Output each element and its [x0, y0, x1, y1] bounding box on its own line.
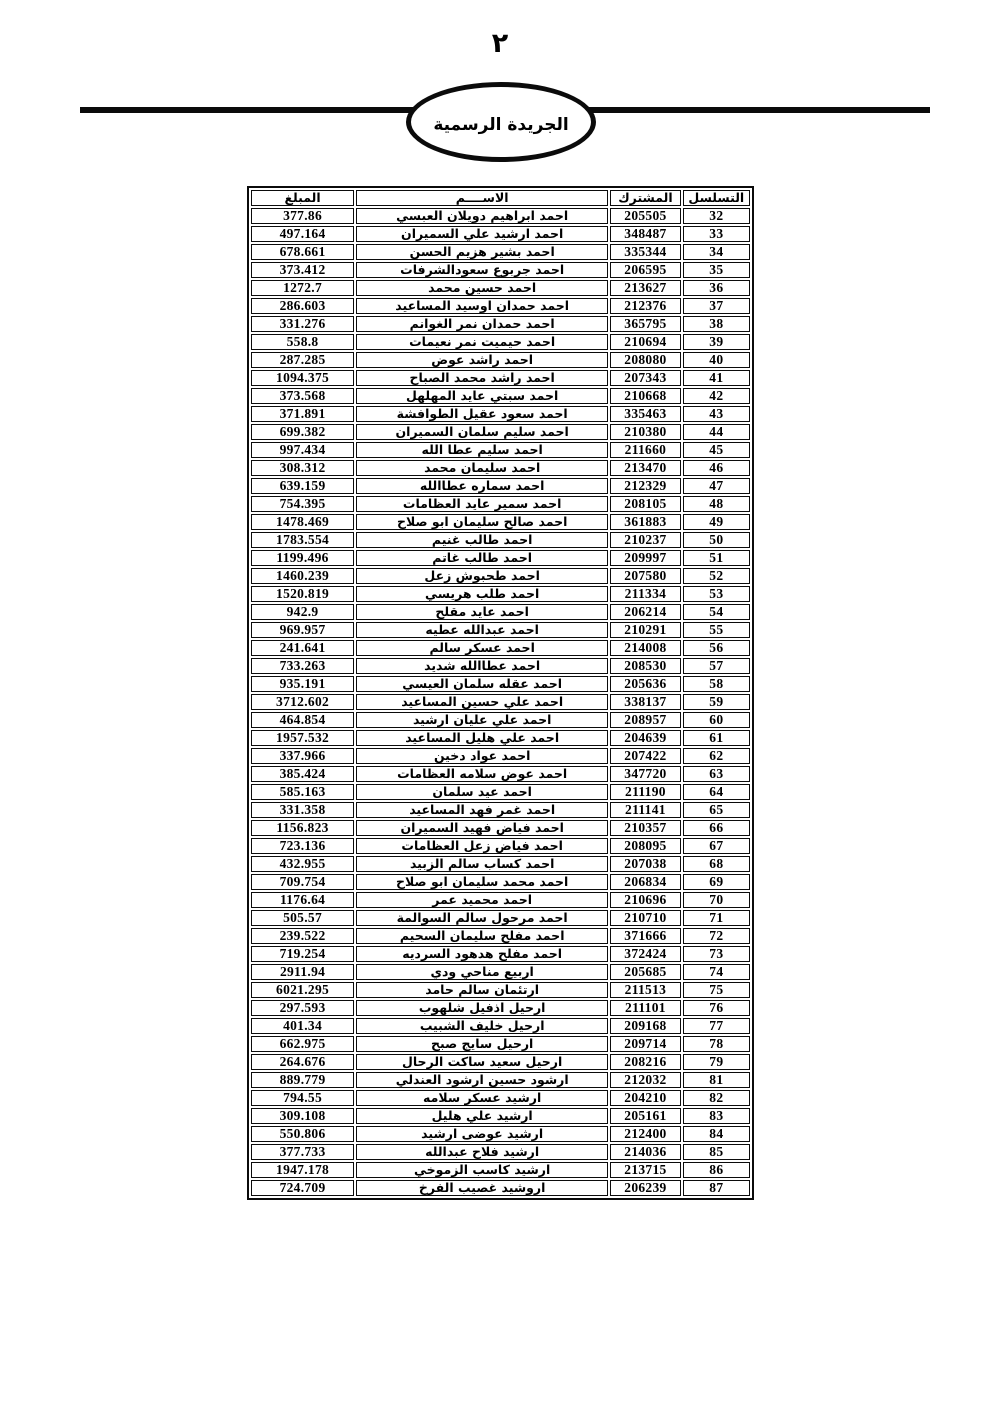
table-row — [251, 748, 750, 764]
name-cell: احمد محميد عمر — [356, 892, 608, 908]
table-row — [251, 928, 750, 944]
name-cell: احمد سماره عطاالله — [356, 478, 608, 494]
serial-cell: 54 — [683, 604, 750, 620]
name-cell: احمد عايد مقلح — [356, 604, 608, 620]
table-row — [251, 874, 750, 890]
subscriber-cell: 210668 — [610, 388, 680, 404]
table-row — [251, 676, 750, 692]
subscriber-cell: 209997 — [610, 550, 680, 566]
serial-cell: 57 — [683, 658, 750, 674]
table-row — [251, 568, 750, 584]
name-cell: احمد كساب سالم الزبيد — [356, 856, 608, 872]
table-row — [251, 784, 750, 800]
name-cell: احمد بشير هزيم الحسن — [356, 244, 608, 260]
table-row — [251, 1090, 750, 1106]
table-row — [251, 604, 750, 620]
table-row — [251, 964, 750, 980]
serial-cell: 64 — [683, 784, 750, 800]
serial-cell: 43 — [683, 406, 750, 422]
amount-cell: 1094.375 — [251, 370, 354, 386]
amount-cell: 1199.496 — [251, 550, 354, 566]
table-row — [251, 1018, 750, 1034]
table-row — [251, 226, 750, 242]
serial-cell: 86 — [683, 1162, 750, 1178]
amount-cell: 754.395 — [251, 496, 354, 512]
subscriber-cell: 206239 — [610, 1180, 680, 1196]
name-cell: احمد طالب غنيم — [356, 532, 608, 548]
name-cell: احمد مرحول سالم السوالمة — [356, 910, 608, 926]
name-cell: احمد محمد سليمان ابو صلاح — [356, 874, 608, 890]
subscriber-cell: 209714 — [610, 1036, 680, 1052]
amount-cell: 297.593 — [251, 1000, 354, 1016]
amount-cell: 678.661 — [251, 244, 354, 260]
serial-cell: 39 — [683, 334, 750, 350]
serial-cell: 32 — [683, 208, 750, 224]
name-cell: ارشود حسين ارشود العندلي — [356, 1072, 608, 1088]
name-cell: احمد علي هليل المساعيد — [356, 730, 608, 746]
serial-cell: 72 — [683, 928, 750, 944]
gazette-ellipse-badge — [406, 82, 596, 162]
name-cell: احمد صالح سليمان ابو صلاح — [356, 514, 608, 530]
amount-cell: 969.957 — [251, 622, 354, 638]
amount-cell: 1460.239 — [251, 568, 354, 584]
subscriber-cell: 335463 — [610, 406, 680, 422]
subscriber-cell: 211101 — [610, 1000, 680, 1016]
subscriber-cell: 208080 — [610, 352, 680, 368]
name-cell: احمد عقله سلمان العيسي — [356, 676, 608, 692]
subscriber-cell: 206834 — [610, 874, 680, 890]
table-row — [251, 622, 750, 638]
subscriber-cell: 338137 — [610, 694, 680, 710]
amount-cell: 1272.7 — [251, 280, 354, 296]
page-number: ٢ — [491, 28, 509, 59]
table-row — [251, 892, 750, 908]
serial-cell: 74 — [683, 964, 750, 980]
subscriber-cell: 211141 — [610, 802, 680, 818]
amount-cell: 935.191 — [251, 676, 354, 692]
subscriber-cell: 210710 — [610, 910, 680, 926]
serial-cell: 48 — [683, 496, 750, 512]
table-row — [251, 802, 750, 818]
table-row — [251, 838, 750, 854]
subscriber-cell: 208105 — [610, 496, 680, 512]
amount-cell: 308.312 — [251, 460, 354, 476]
name-cell: احمد علي عليان ارشيد — [356, 712, 608, 728]
name-cell: احمد طحبوش زعل — [356, 568, 608, 584]
serial-cell: 58 — [683, 676, 750, 692]
table-row — [251, 208, 750, 224]
serial-cell: 82 — [683, 1090, 750, 1106]
amount-cell: 377.86 — [251, 208, 354, 224]
amount-cell: 385.424 — [251, 766, 354, 782]
amount-cell: 550.806 — [251, 1126, 354, 1142]
amount-cell: 337.966 — [251, 748, 354, 764]
name-cell: احمد فياض فهيد السميران — [356, 820, 608, 836]
serial-cell: 59 — [683, 694, 750, 710]
serial-cell: 78 — [683, 1036, 750, 1052]
name-cell: احمد سليمان محمد — [356, 460, 608, 476]
amount-cell: 287.285 — [251, 352, 354, 368]
serial-cell: 49 — [683, 514, 750, 530]
table-row — [251, 658, 750, 674]
name-cell: احمد راشد عوض — [356, 352, 608, 368]
table-body — [251, 208, 750, 1196]
subscriber-cell: 210696 — [610, 892, 680, 908]
name-cell: احمد طالب غاتم — [356, 550, 608, 566]
table-row — [251, 298, 750, 314]
table-row — [251, 946, 750, 962]
name-cell: ارشيد فلاح عبدالله — [356, 1144, 608, 1160]
amount-cell: 942.9 — [251, 604, 354, 620]
subscriber-column-header: المشترك — [610, 190, 680, 206]
table-row — [251, 334, 750, 350]
amount-cell: 794.55 — [251, 1090, 354, 1106]
name-cell: ارشيد علي هليل — [356, 1108, 608, 1124]
amount-cell: 719.254 — [251, 946, 354, 962]
serial-cell: 76 — [683, 1000, 750, 1016]
subscriber-cell: 210694 — [610, 334, 680, 350]
subscriber-cell: 210357 — [610, 820, 680, 836]
subscriber-cell: 208095 — [610, 838, 680, 854]
amount-cell: 723.136 — [251, 838, 354, 854]
amount-cell: 286.603 — [251, 298, 354, 314]
name-cell: ارشيد عسكر سلامه — [356, 1090, 608, 1106]
amount-cell: 3712.602 — [251, 694, 354, 710]
name-cell: ارشيد عوضى ارشيد — [356, 1126, 608, 1142]
name-cell: ارشيد كاسب الزموخي — [356, 1162, 608, 1178]
name-cell: احمد عطاالله شديد — [356, 658, 608, 674]
amount-cell: 1520.819 — [251, 586, 354, 602]
serial-cell: 35 — [683, 262, 750, 278]
subscriber-cell: 208216 — [610, 1054, 680, 1070]
serial-cell: 71 — [683, 910, 750, 926]
amount-cell: 585.163 — [251, 784, 354, 800]
amount-cell: 709.754 — [251, 874, 354, 890]
amount-cell: 889.779 — [251, 1072, 354, 1088]
subscriber-cell: 348487 — [610, 226, 680, 242]
name-cell: ارحيل خليف الشبيب — [356, 1018, 608, 1034]
serial-cell: 42 — [683, 388, 750, 404]
table-row — [251, 1036, 750, 1052]
amount-cell: 558.8 — [251, 334, 354, 350]
subscriber-cell: 211513 — [610, 982, 680, 998]
serial-cell: 47 — [683, 478, 750, 494]
serial-column-header: التسلسل — [683, 190, 750, 206]
serial-cell: 38 — [683, 316, 750, 332]
subscriber-cell: 212032 — [610, 1072, 680, 1088]
amount-cell: 373.412 — [251, 262, 354, 278]
subscriber-cell: 210380 — [610, 424, 680, 440]
gazette-title: الجريدة الرسمية — [433, 115, 569, 135]
serial-cell: 67 — [683, 838, 750, 854]
amount-cell: 997.434 — [251, 442, 354, 458]
serial-cell: 79 — [683, 1054, 750, 1070]
serial-cell: 75 — [683, 982, 750, 998]
amount-cell: 309.108 — [251, 1108, 354, 1124]
name-cell: ارحيل سايج صبح — [356, 1036, 608, 1052]
serial-cell: 84 — [683, 1126, 750, 1142]
subscriber-cell: 212376 — [610, 298, 680, 314]
table-row — [251, 280, 750, 296]
subscriber-cell: 205685 — [610, 964, 680, 980]
table-row — [251, 766, 750, 782]
serial-cell: 61 — [683, 730, 750, 746]
name-cell: احمد راشد محمد الصباح — [356, 370, 608, 386]
subscriber-cell: 211190 — [610, 784, 680, 800]
name-cell: احمد عسكر سالم — [356, 640, 608, 656]
table-row — [251, 640, 750, 656]
serial-cell: 77 — [683, 1018, 750, 1034]
amount-cell: 1783.554 — [251, 532, 354, 548]
name-cell: احمد عوض سلامه العظامات — [356, 766, 608, 782]
amount-cell: 724.709 — [251, 1180, 354, 1196]
serial-cell: 69 — [683, 874, 750, 890]
subscriber-cell: 361883 — [610, 514, 680, 530]
subscriber-cell: 206595 — [610, 262, 680, 278]
table-row — [251, 532, 750, 548]
table-row — [251, 1126, 750, 1142]
name-cell: احمد حسين محمد — [356, 280, 608, 296]
table-row — [251, 694, 750, 710]
name-cell: احمد غمر فهد المساعيد — [356, 802, 608, 818]
subscriber-cell: 207038 — [610, 856, 680, 872]
serial-cell: 68 — [683, 856, 750, 872]
subscriber-cell: 347720 — [610, 766, 680, 782]
table-row — [251, 262, 750, 278]
subscriber-cell: 208530 — [610, 658, 680, 674]
subscribers-table — [247, 186, 754, 1200]
table-row — [251, 514, 750, 530]
amount-cell: 401.34 — [251, 1018, 354, 1034]
serial-cell: 65 — [683, 802, 750, 818]
serial-cell: 51 — [683, 550, 750, 566]
table-row — [251, 586, 750, 602]
name-cell: احمد حمدان اوسيد المساعيد — [356, 298, 608, 314]
amount-column-header: المبلغ — [251, 190, 354, 206]
serial-cell: 33 — [683, 226, 750, 242]
serial-cell: 45 — [683, 442, 750, 458]
table-row — [251, 856, 750, 872]
amount-cell: 239.522 — [251, 928, 354, 944]
serial-cell: 73 — [683, 946, 750, 962]
serial-cell: 37 — [683, 298, 750, 314]
subscriber-cell: 210291 — [610, 622, 680, 638]
amount-cell: 464.854 — [251, 712, 354, 728]
table-header-row — [251, 190, 750, 206]
name-cell: احمد طلب هريسي — [356, 586, 608, 602]
subscriber-cell: 204639 — [610, 730, 680, 746]
amount-cell: 6021.295 — [251, 982, 354, 998]
subscriber-cell: 206214 — [610, 604, 680, 620]
subscriber-cell: 207580 — [610, 568, 680, 584]
table-row — [251, 424, 750, 440]
subscriber-cell: 209168 — [610, 1018, 680, 1034]
table-row — [251, 406, 750, 422]
name-cell: احمد حمدان نمر الغوانم — [356, 316, 608, 332]
serial-cell: 70 — [683, 892, 750, 908]
serial-cell: 63 — [683, 766, 750, 782]
serial-cell: 52 — [683, 568, 750, 584]
table-row — [251, 1144, 750, 1160]
table-row — [251, 910, 750, 926]
table-row — [251, 496, 750, 512]
serial-cell: 85 — [683, 1144, 750, 1160]
serial-cell: 81 — [683, 1072, 750, 1088]
name-cell: اروشيد غصيب الفرخ — [356, 1180, 608, 1196]
name-cell: احمد عبدالله عطيه — [356, 622, 608, 638]
subscriber-cell: 205636 — [610, 676, 680, 692]
serial-cell: 87 — [683, 1180, 750, 1196]
name-cell: احمد فياض زعل العظامات — [356, 838, 608, 854]
amount-cell: 371.891 — [251, 406, 354, 422]
subscriber-cell: 205505 — [610, 208, 680, 224]
name-cell: احمد علي حسين المساعيد — [356, 694, 608, 710]
name-cell: ارحيل اذفيل شلهوب — [356, 1000, 608, 1016]
amount-cell: 639.159 — [251, 478, 354, 494]
amount-cell: 505.57 — [251, 910, 354, 926]
name-cell: احمد مفلح سليمان السحيم — [356, 928, 608, 944]
name-cell: احمد ارشيد علي السميران — [356, 226, 608, 242]
table-row — [251, 1000, 750, 1016]
table-row — [251, 460, 750, 476]
name-column-header: الاســــم — [356, 190, 608, 206]
table-row — [251, 1180, 750, 1196]
table-row — [251, 1108, 750, 1124]
serial-cell: 56 — [683, 640, 750, 656]
table-row — [251, 1162, 750, 1178]
name-cell: احمد حيميت نمر نعيمات — [356, 334, 608, 350]
amount-cell: 241.641 — [251, 640, 354, 656]
subscriber-cell: 213715 — [610, 1162, 680, 1178]
name-cell: ارحيل سعيد ساكت الرحال — [356, 1054, 608, 1070]
subscriber-cell: 211660 — [610, 442, 680, 458]
subscriber-cell: 212400 — [610, 1126, 680, 1142]
table-row — [251, 1072, 750, 1088]
name-cell: احمد عيد سلمان — [356, 784, 608, 800]
table-row — [251, 1054, 750, 1070]
serial-cell: 60 — [683, 712, 750, 728]
table-row — [251, 352, 750, 368]
serial-cell: 46 — [683, 460, 750, 476]
subscriber-cell: 372424 — [610, 946, 680, 962]
table-row — [251, 244, 750, 260]
subscriber-cell: 365795 — [610, 316, 680, 332]
subscriber-cell: 213627 — [610, 280, 680, 296]
amount-cell: 497.164 — [251, 226, 354, 242]
serial-cell: 66 — [683, 820, 750, 836]
table-row — [251, 316, 750, 332]
amount-cell: 264.676 — [251, 1054, 354, 1070]
name-cell: احمد عواد دخين — [356, 748, 608, 764]
table-row — [251, 730, 750, 746]
table-row — [251, 550, 750, 566]
subscriber-cell: 211334 — [610, 586, 680, 602]
serial-cell: 55 — [683, 622, 750, 638]
serial-cell: 41 — [683, 370, 750, 386]
subscriber-cell: 335344 — [610, 244, 680, 260]
amount-cell: 2911.94 — [251, 964, 354, 980]
subscriber-cell: 210237 — [610, 532, 680, 548]
serial-cell: 53 — [683, 586, 750, 602]
subscriber-cell: 214008 — [610, 640, 680, 656]
name-cell: احمد ابراهيم دويلان العبسي — [356, 208, 608, 224]
name-cell: احمد سبتي عايد المهلهل — [356, 388, 608, 404]
amount-cell: 331.276 — [251, 316, 354, 332]
table-row — [251, 982, 750, 998]
table-row — [251, 388, 750, 404]
serial-cell: 62 — [683, 748, 750, 764]
name-cell: احمد مفلح هدهود السرديه — [356, 946, 608, 962]
subscriber-cell: 371666 — [610, 928, 680, 944]
table-row — [251, 478, 750, 494]
name-cell: احمد سليم عطا الله — [356, 442, 608, 458]
subscriber-cell: 205161 — [610, 1108, 680, 1124]
name-cell: ارتئمان سالم حامد — [356, 982, 608, 998]
serial-cell: 50 — [683, 532, 750, 548]
subscriber-cell: 208957 — [610, 712, 680, 728]
amount-cell: 1947.178 — [251, 1162, 354, 1178]
amount-cell: 1156.823 — [251, 820, 354, 836]
subscriber-cell: 214036 — [610, 1144, 680, 1160]
amount-cell: 377.733 — [251, 1144, 354, 1160]
serial-cell: 83 — [683, 1108, 750, 1124]
subscriber-cell: 204210 — [610, 1090, 680, 1106]
amount-cell: 1957.532 — [251, 730, 354, 746]
amount-cell: 1176.64 — [251, 892, 354, 908]
amount-cell: 699.382 — [251, 424, 354, 440]
subscriber-cell: 207422 — [610, 748, 680, 764]
amount-cell: 432.955 — [251, 856, 354, 872]
name-cell: اربيع مناحي ودي — [356, 964, 608, 980]
table-row — [251, 370, 750, 386]
serial-cell: 44 — [683, 424, 750, 440]
amount-cell: 1478.469 — [251, 514, 354, 530]
table-row — [251, 712, 750, 728]
serial-cell: 34 — [683, 244, 750, 260]
table-row — [251, 442, 750, 458]
serial-cell: 40 — [683, 352, 750, 368]
subscriber-cell: 212329 — [610, 478, 680, 494]
amount-cell: 331.358 — [251, 802, 354, 818]
subscriber-cell: 213470 — [610, 460, 680, 476]
amount-cell: 733.263 — [251, 658, 354, 674]
name-cell: احمد جربوع سعودالشرفات — [356, 262, 608, 278]
name-cell: احمد سمير عايد العظامات — [356, 496, 608, 512]
table-row — [251, 820, 750, 836]
subscriber-cell: 207343 — [610, 370, 680, 386]
amount-cell: 373.568 — [251, 388, 354, 404]
amount-cell: 662.975 — [251, 1036, 354, 1052]
serial-cell: 36 — [683, 280, 750, 296]
name-cell: احمد سعود عقيل الطوافشة — [356, 406, 608, 422]
name-cell: احمد سليم سلمان السميران — [356, 424, 608, 440]
